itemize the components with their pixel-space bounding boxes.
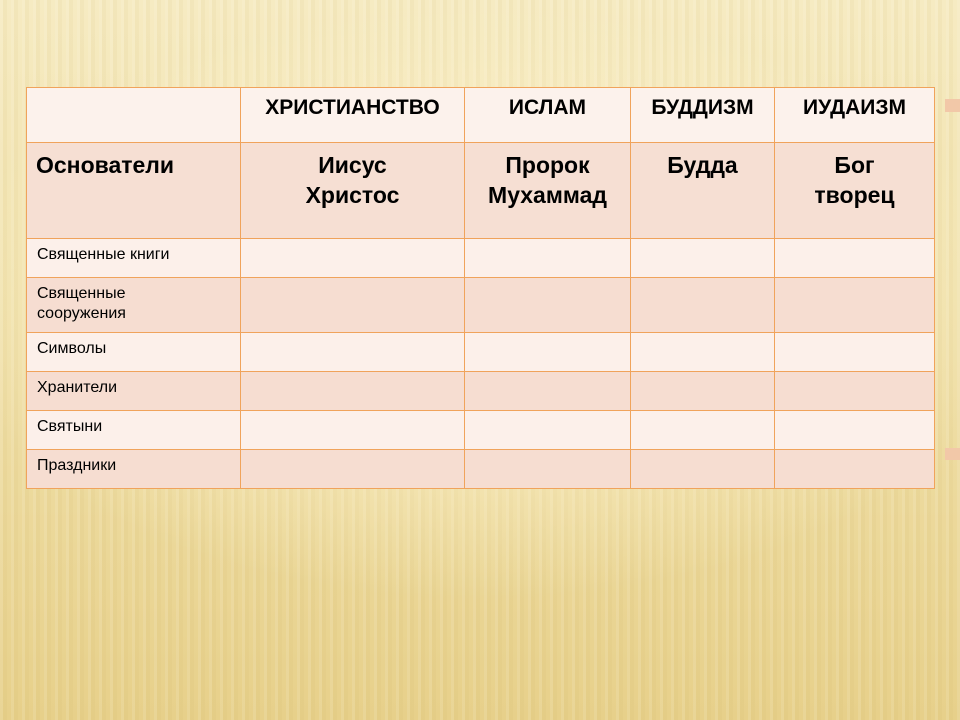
table-cell[interactable] bbox=[465, 278, 631, 333]
table-row bbox=[27, 450, 935, 489]
row-label-sacred-buildings: Священные сооружения bbox=[27, 278, 241, 333]
table-cell[interactable] bbox=[631, 372, 775, 411]
table-cell[interactable] bbox=[241, 278, 465, 333]
founder-christianity: Иисус Христос bbox=[241, 143, 465, 239]
table-cell[interactable] bbox=[465, 239, 631, 278]
table-header-row bbox=[27, 88, 935, 143]
table-cell[interactable] bbox=[465, 372, 631, 411]
table-cell[interactable] bbox=[775, 372, 935, 411]
row-label-keepers: Хранители bbox=[27, 372, 241, 411]
table-row bbox=[27, 278, 935, 333]
column-header-judaism: ИУДАИЗМ bbox=[775, 88, 935, 143]
founder-islam: Пророк Мухаммад bbox=[465, 143, 631, 239]
table-cell[interactable] bbox=[631, 450, 775, 489]
table-cell[interactable] bbox=[465, 411, 631, 450]
row-label-shrines: Святыни bbox=[27, 411, 241, 450]
table-cell[interactable] bbox=[775, 411, 935, 450]
table-row bbox=[27, 372, 935, 411]
table-cell[interactable] bbox=[241, 411, 465, 450]
table-cell[interactable] bbox=[631, 278, 775, 333]
table-row bbox=[27, 411, 935, 450]
row-label-symbols: Символы bbox=[27, 333, 241, 372]
table-cell[interactable] bbox=[465, 450, 631, 489]
founder-judaism: Бог творец bbox=[775, 143, 935, 239]
decorative-bar-bottom bbox=[945, 448, 960, 460]
column-header-buddhism: БУДДИЗМ bbox=[631, 88, 775, 143]
table-cell[interactable] bbox=[465, 333, 631, 372]
decorative-bar-top bbox=[945, 99, 960, 112]
header-corner-cell bbox=[27, 88, 241, 143]
column-header-islam: ИСЛАМ bbox=[465, 88, 631, 143]
table-row-founders bbox=[27, 143, 935, 239]
column-header-christianity: ХРИСТИАНСТВО bbox=[241, 88, 465, 143]
table-cell[interactable] bbox=[631, 411, 775, 450]
table-cell[interactable] bbox=[775, 450, 935, 489]
row-label-holidays: Праздники bbox=[27, 450, 241, 489]
table-cell[interactable] bbox=[775, 278, 935, 333]
religions-table bbox=[26, 87, 935, 489]
table-cell[interactable] bbox=[241, 333, 465, 372]
table-cell[interactable] bbox=[631, 239, 775, 278]
table-row bbox=[27, 239, 935, 278]
table-cell[interactable] bbox=[631, 333, 775, 372]
founder-buddhism: Будда bbox=[631, 143, 775, 239]
table-row bbox=[27, 333, 935, 372]
table-cell[interactable] bbox=[241, 372, 465, 411]
table-cell[interactable] bbox=[241, 239, 465, 278]
table-cell[interactable] bbox=[775, 239, 935, 278]
table-cell[interactable] bbox=[241, 450, 465, 489]
row-label-founders: Основатели bbox=[27, 143, 241, 239]
row-label-sacred-books: Священные книги bbox=[27, 239, 241, 278]
table-cell[interactable] bbox=[775, 333, 935, 372]
